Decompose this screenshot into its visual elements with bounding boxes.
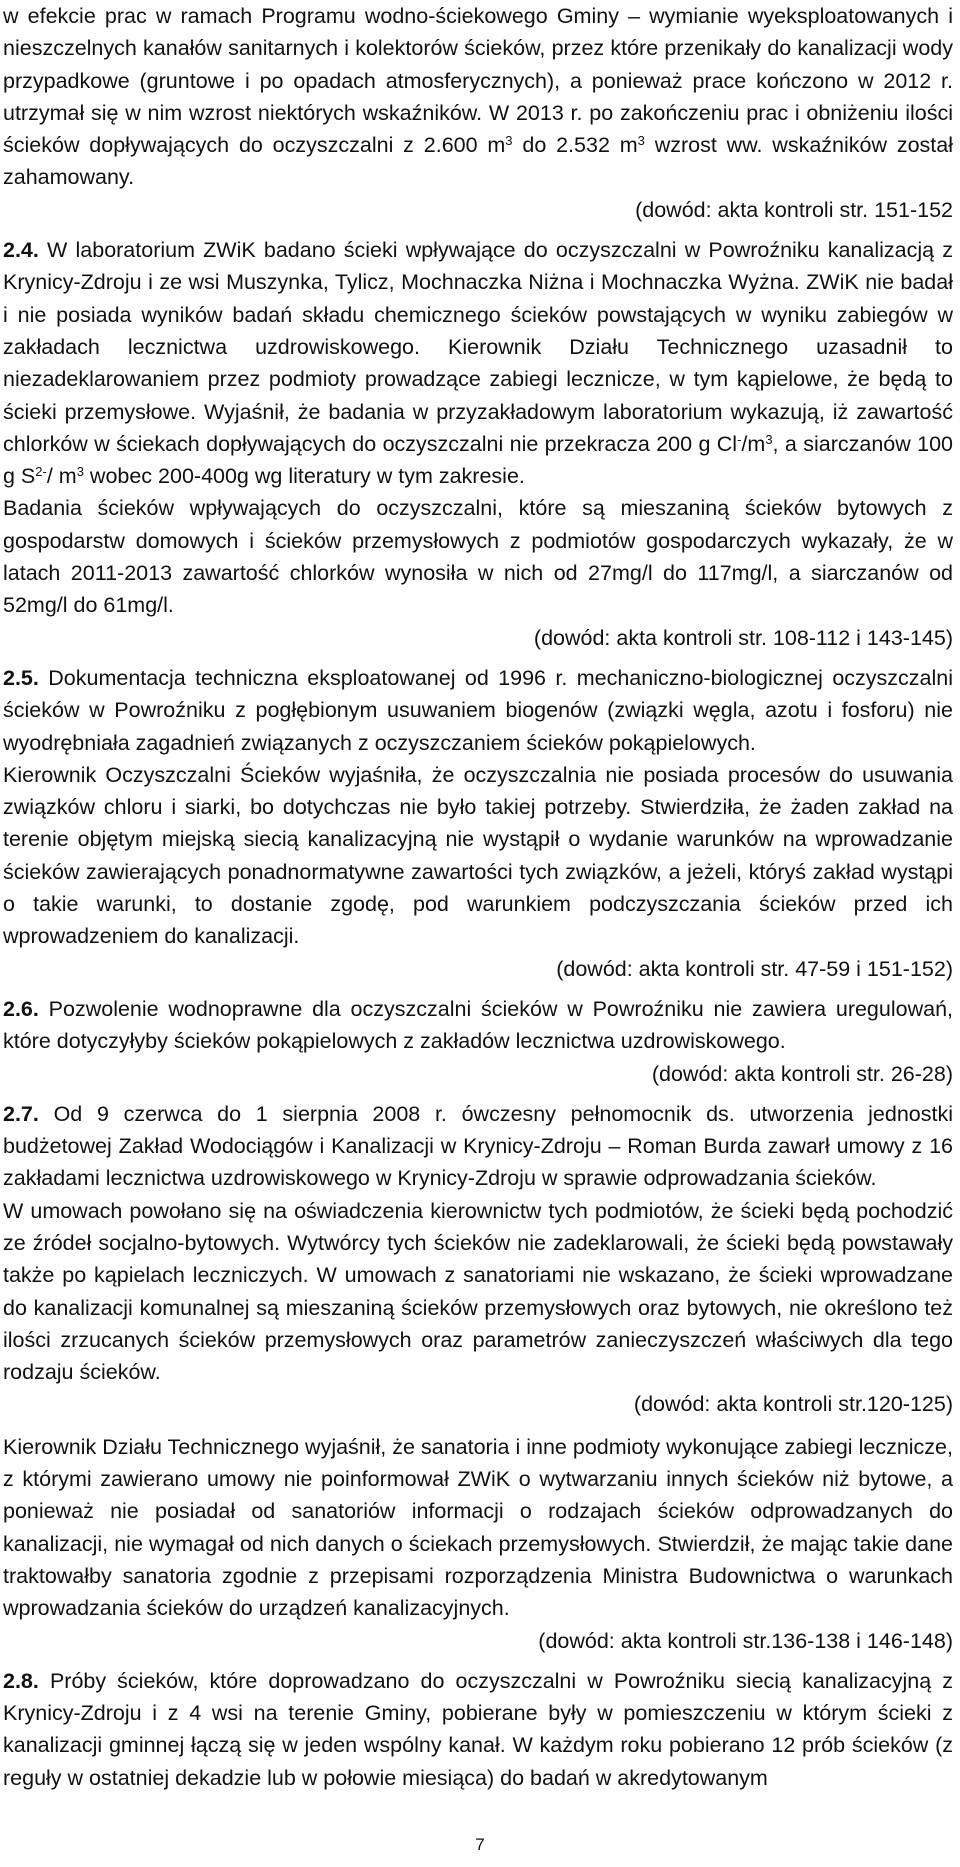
section-2-7-paragraph: 2.7. Od 9 czerwca do 1 sierpnia 2008 r. ówczesny pełnomocnik ds. utworzenia jednostki budżetowej Zakład Wodociągów i Kanalizacji w Krynicy-Zdroju – Roman Burda zawarł umowy z 16 zakładami lecznictwa uzdrowiskowego w Krynicy-Zdroju w sprawie odprowadzania ścieków. — [3, 1101, 953, 1191]
section-number: 2.4. — [3, 238, 39, 263]
section-2-4-paragraph-2: Badania ścieków wpływających do oczyszczalni, które są mieszaniną ścieków bytowych z gospodarstw domowych i ścieków przemysłowych z podmiotów gospodarczych wykazały, że w latach 2011-2013 zawartość chlorków wynosiła w nich od 27mg/l do 117mg/l, a siarczanów od 52mg/l do 61mg/l. — [3, 496, 953, 618]
evidence-reference: (dowód: akta kontroli str.136-138 i 146-148) — [538, 1628, 953, 1653]
section-number: 2.7. — [3, 1101, 39, 1126]
section-2-7-paragraph-2: W umowach powołano się na oświadczenia kierownictw tych podmiotów, że ścieki będą pochodzić ze źródeł socjalno-bytowych. Wytwórcy tych ścieków nie zadeklarowali, że ścieki będą powstawały także po kąpielach leczniczych. W umowach z sanatoriami nie wskazano, że ścieki wprowadzane do kanalizacji komunalnej są mieszaniną ścieków przemysłowych oraz bytowych, nie określono też ilości zrzucanych ścieków przemysłowych oraz parametrów zanieczyszczeń właściwych dla tego rodzaju ścieków. — [3, 1198, 953, 1385]
evidence-reference: (dowód: akta kontroli str. 26-28) — [651, 1061, 953, 1086]
evidence-reference: (dowód: akta kontroli str.120-125) — [633, 1392, 953, 1417]
section-2-5-paragraph: 2.5. Dokumentacja techniczna eksploatowanej od 1996 r. mechaniczno-biologicznej oczyszczalni ścieków w Powroźniku z pogłębionym usuwaniem biogenów (związki węgla, azotu i fosforu) nie wyodrębniała zagadnień związanych z oczyszczaniem ścieków pokąpielowych. — [3, 665, 953, 755]
intro-paragraph: w efekcie prac w ramach Programu wodno-ściekowego Gminy – wymianie wyeksploatowanych i nieszczelnych kanałów sanitarnych i kolektorów ścieków, przez które przenikały do kanalizacji wody przypadkowe (gruntowe i po opadach atmosferycznych), a ponieważ prace kończono w 2012 r. utrzymał się w nim wzrost niektórych wskaźników. W 2013 r. po zakończeniu prac i obniżeniu ilości ścieków dopływających do oczyszczalni z 2.600 $m^3$ do 2.532 $m^3$ wzrost ww. wskaźników został zahamowany. — [3, 4, 954, 190]
section-number: 2.8. — [3, 1668, 39, 1693]
section-number: 2.5. — [3, 665, 39, 690]
page-body — [3, 0, 953, 1794]
evidence-reference: (dowód: akta kontroli str. 47-59 i 151-152) — [556, 956, 953, 981]
section-2-5-paragraph-2: Kierownik Oczyszczalni Ścieków wyjaśniła, że oczyszczalnia nie posiada procesów do usuwania związków chloru i siarki, bo dotychczas nie było takiej potrzeby. Stwierdziła, że żaden zakład na terenie objętym miejską siecią kanalizacyjną nie wystąpił o wydanie warunków na wprowadzanie ścieków zawierających ponadnormatywne zawartości tych związków, a jeżeli, któryś zakład wystąpi o takie warunki, to dostanie zgodę, pod warunkiem podczyszczania ścieków przed ich wprowadzeniem do kanalizacji. — [3, 762, 953, 949]
evidence-reference: (dowód: akta kontroli str. 108-112 i 143-145) — [533, 625, 953, 650]
section-2-6-paragraph: 2.6. Pozwolenie wodnoprawne dla oczyszczalni ścieków w Powroźniku nie zawiera uregulowań, które dotyczyłyby ścieków pokąpielowych z zakładów lecznictwa uzdrowiskowego. — [3, 996, 953, 1054]
section-2-7-paragraph-3: Kierownik Działu Technicznego wyjaśnił, że sanatoria i inne podmioty wykonujące zabiegi lecznicze, z którymi zawierano umowy nie poinformował ZWiK o wytwarzaniu innych ścieków niż bytowe, a ponieważ nie posiadał od sanatoriów informacji o rodzajach ścieków odprowadzanych do kanalizacji, nie wymagał od nich danych o ściekach przemysłowych. Stwierdził, że mając takie dane traktowałby sanatoria zgodnie z przepisami rozporządzenia Ministra Budownictwa o warunkach wprowadzania ścieków do urządzeń kanalizacyjnych. — [3, 1434, 953, 1621]
section-number: 2.6. — [3, 996, 39, 1021]
page-number: 7 — [475, 1835, 485, 1854]
evidence-reference: (dowód: akta kontroli str. 151-152 — [635, 197, 953, 222]
section-2-4-paragraph: 2.4. W laboratorium ZWiK badano ścieki wpływające do oczyszczalni w Powroźniku kanalizacją z Krynicy-Zdroju i ze wsi Muszynka, Tylicz, Mochnaczka Niżna i Mochnaczka Wyżna. ZWiK nie badał i nie posiada wyników badań składu chemicznego ścieków powstających w wyniku zabiegów w zakładach lecznictwa uzdrowiskowego. Kierownik Działu Technicznego uzasadnił to niezadeklarowaniem przez podmioty prowadzące zabiegi lecznicze, w tym kąpielowe, że będą to ścieki przemysłowe. Wyjaśnił, że badania w przyzakładowym laboratorium wykazują, iż zawartość chlorków w ściekach dopływających do oczyszczalni nie przekracza 200 g $Cl^-/m^3$, a siarczanów 100 g $S^{2-}/$ $m^3$ wobec 200-400g wg literatury w tym zakresie. — [3, 238, 953, 489]
section-2-8-paragraph: 2.8. Próby ścieków, które doprowadzano do oczyszczalni w Powroźniku siecią kanalizacyjną z Krynicy-Zdroju i z 4 wsi na terenie Gminy, pobierane były w pomieszczeniu w którym ścieki z kanalizacji gminnej łączą się w jeden wspólny kanał. W każdym roku pobierano 12 prób ścieków (z reguły w ostatniej dekadzie lub w połowie miesiąca) do badań w akredytowanym — [3, 1668, 953, 1790]
